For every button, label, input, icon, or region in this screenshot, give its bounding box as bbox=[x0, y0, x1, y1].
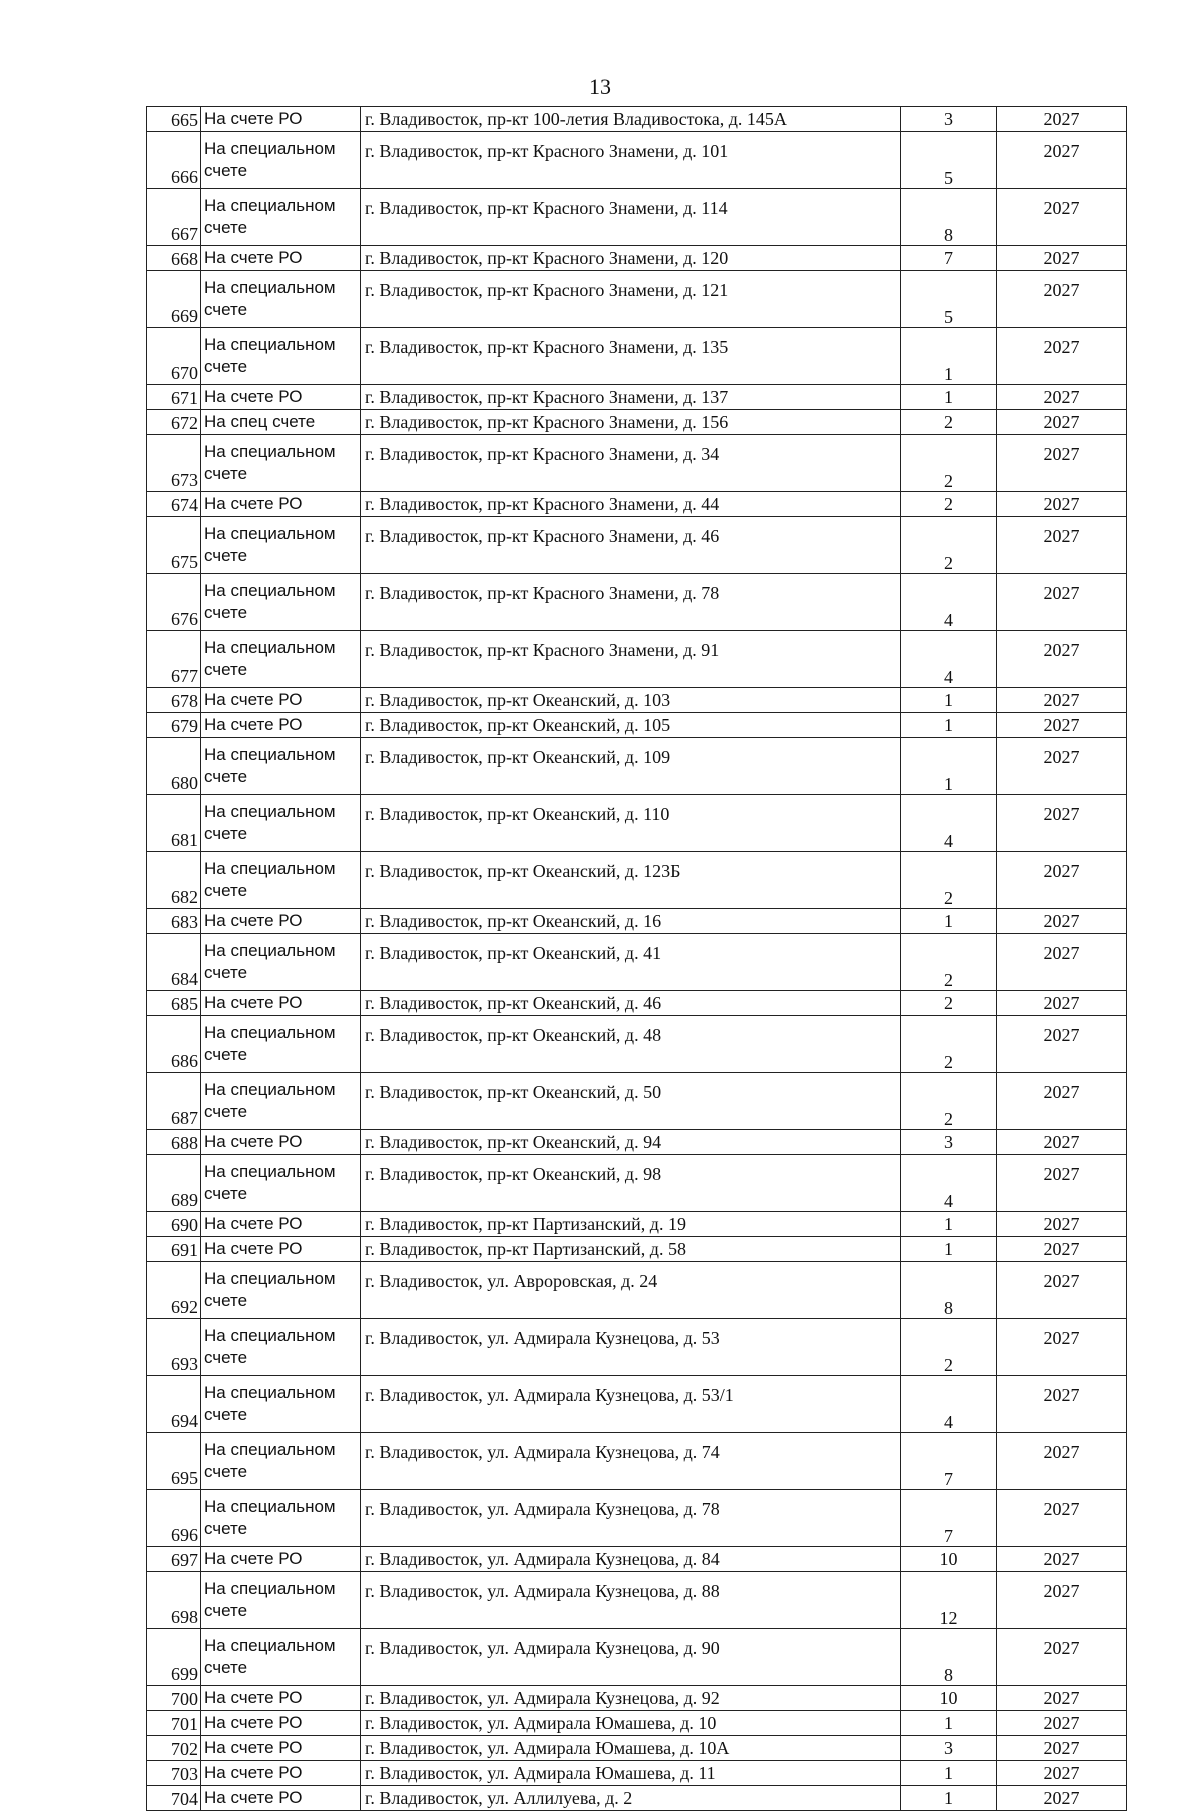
account-type-line: счете bbox=[204, 963, 248, 982]
count-cell: 2 bbox=[901, 934, 997, 991]
address-cell: г. Владивосток, пр-кт Океанский, д. 46 bbox=[361, 991, 901, 1016]
row-number-cell: 704 bbox=[147, 1786, 201, 1811]
year-cell: 2027 bbox=[997, 1736, 1127, 1761]
row-number-cell: 669 bbox=[147, 271, 201, 328]
year-cell: 2027 bbox=[997, 934, 1127, 991]
row-number-cell: 684 bbox=[147, 934, 201, 991]
account-type-line: счете bbox=[204, 767, 248, 786]
year-cell: 2027 bbox=[997, 1761, 1127, 1786]
year-cell: 2027 bbox=[997, 1786, 1127, 1811]
registry-table bbox=[146, 106, 1127, 1811]
year-cell: 2027 bbox=[997, 1212, 1127, 1237]
account-type-cell: На счете РО bbox=[201, 1686, 361, 1711]
address-cell: г. Владивосток, пр-кт 100-летия Владивостока, д. 145А bbox=[361, 107, 901, 132]
account-type-line: счете bbox=[204, 1045, 248, 1064]
count-cell: 2 bbox=[901, 435, 997, 492]
page-number: 13 bbox=[589, 74, 611, 99]
row-number-cell: 703 bbox=[147, 1761, 201, 1786]
account-type-cell: На счете РО bbox=[201, 492, 361, 517]
account-type-cell bbox=[201, 189, 361, 246]
account-type-cell: На счете РО bbox=[201, 1237, 361, 1262]
account-type-line: счете bbox=[204, 1462, 248, 1481]
table-row bbox=[147, 1237, 1127, 1262]
table-row bbox=[147, 435, 1127, 492]
account-type-line: счете bbox=[204, 881, 248, 900]
table-row bbox=[147, 271, 1127, 328]
account-type-cell: На счете РО bbox=[201, 1736, 361, 1761]
table-row bbox=[147, 909, 1127, 934]
year-cell: 2027 bbox=[997, 713, 1127, 738]
table-row bbox=[147, 492, 1127, 517]
address-cell: г. Владивосток, пр-кт Красного Знамени, д. 137 bbox=[361, 385, 901, 410]
table-row bbox=[147, 385, 1127, 410]
count-cell: 2 bbox=[901, 1016, 997, 1073]
row-number-cell: 685 bbox=[147, 991, 201, 1016]
account-type-line: На специальном bbox=[204, 859, 336, 878]
account-type-cell bbox=[201, 1490, 361, 1547]
year-cell: 2027 bbox=[997, 492, 1127, 517]
row-number-cell: 686 bbox=[147, 1016, 201, 1073]
year-cell: 2027 bbox=[997, 909, 1127, 934]
table-row bbox=[147, 688, 1127, 713]
account-type-line: На специальном bbox=[204, 1383, 336, 1402]
table-row bbox=[147, 189, 1127, 246]
account-type-cell: На счете РО bbox=[201, 1130, 361, 1155]
account-type-line: На специальном bbox=[204, 1023, 336, 1042]
table-row bbox=[147, 517, 1127, 574]
account-type-line: счете bbox=[204, 464, 248, 483]
account-type-line: На специальном bbox=[204, 638, 336, 657]
account-type-cell: На счете РО bbox=[201, 1212, 361, 1237]
account-type-line: На специальном bbox=[204, 1497, 336, 1516]
address-cell: г. Владивосток, пр-кт Партизанский, д. 58 bbox=[361, 1237, 901, 1262]
account-type-cell: На счете РО bbox=[201, 1761, 361, 1786]
year-cell: 2027 bbox=[997, 1016, 1127, 1073]
address-cell: г. Владивосток, ул. Адмирала Кузнецова, д. 88 bbox=[361, 1572, 901, 1629]
table-row bbox=[147, 795, 1127, 852]
table-row bbox=[147, 1711, 1127, 1736]
count-cell: 10 bbox=[901, 1686, 997, 1711]
address-cell: г. Владивосток, пр-кт Красного Знамени, д. 120 bbox=[361, 246, 901, 271]
address-cell: г. Владивосток, ул. Аллилуева, д. 2 bbox=[361, 1786, 901, 1811]
table-row bbox=[147, 1629, 1127, 1686]
account-type-cell bbox=[201, 1016, 361, 1073]
table-row bbox=[147, 1073, 1127, 1130]
address-cell: г. Владивосток, пр-кт Океанский, д. 50 bbox=[361, 1073, 901, 1130]
table-row bbox=[147, 328, 1127, 385]
year-cell: 2027 bbox=[997, 1155, 1127, 1212]
address-cell: г. Владивосток, пр-кт Красного Знамени, д. 91 bbox=[361, 631, 901, 688]
year-cell: 2027 bbox=[997, 1433, 1127, 1490]
year-cell: 2027 bbox=[997, 517, 1127, 574]
account-type-line: На специальном bbox=[204, 1579, 336, 1598]
address-cell: г. Владивосток, ул. Адмирала Кузнецова, д. 78 bbox=[361, 1490, 901, 1547]
count-cell: 2 bbox=[901, 410, 997, 435]
table-row bbox=[147, 410, 1127, 435]
row-number-cell: 681 bbox=[147, 795, 201, 852]
account-type-line: счете bbox=[204, 603, 248, 622]
year-cell: 2027 bbox=[997, 246, 1127, 271]
account-type-cell: На счете РО bbox=[201, 1547, 361, 1572]
year-cell: 2027 bbox=[997, 385, 1127, 410]
row-number-cell: 674 bbox=[147, 492, 201, 517]
row-number-cell: 682 bbox=[147, 852, 201, 909]
row-number-cell: 680 bbox=[147, 738, 201, 795]
count-cell: 4 bbox=[901, 574, 997, 631]
year-cell: 2027 bbox=[997, 1319, 1127, 1376]
account-type-line: На специальном bbox=[204, 278, 336, 297]
count-cell: 7 bbox=[901, 1433, 997, 1490]
row-number-cell: 695 bbox=[147, 1433, 201, 1490]
account-type-line: На специальном bbox=[204, 1162, 336, 1181]
account-type-cell: На счете РО bbox=[201, 1786, 361, 1811]
year-cell: 2027 bbox=[997, 132, 1127, 189]
year-cell: 2027 bbox=[997, 1547, 1127, 1572]
row-number-cell: 691 bbox=[147, 1237, 201, 1262]
table-row bbox=[147, 1130, 1127, 1155]
count-cell: 1 bbox=[901, 328, 997, 385]
account-type-line: На специальном bbox=[204, 1269, 336, 1288]
address-cell: г. Владивосток, пр-кт Партизанский, д. 19 bbox=[361, 1212, 901, 1237]
account-type-cell bbox=[201, 132, 361, 189]
account-type-cell: На счете РО bbox=[201, 1711, 361, 1736]
row-number-cell: 666 bbox=[147, 132, 201, 189]
row-number-cell: 700 bbox=[147, 1686, 201, 1711]
account-type-cell bbox=[201, 1319, 361, 1376]
table-row bbox=[147, 574, 1127, 631]
account-type-cell bbox=[201, 1572, 361, 1629]
account-type-line: На специальном bbox=[204, 941, 336, 960]
year-cell: 2027 bbox=[997, 271, 1127, 328]
table-row bbox=[147, 852, 1127, 909]
account-type-cell bbox=[201, 631, 361, 688]
account-type-line: счете bbox=[204, 357, 248, 376]
count-cell: 2 bbox=[901, 1073, 997, 1130]
count-cell: 2 bbox=[901, 991, 997, 1016]
row-number-cell: 699 bbox=[147, 1629, 201, 1686]
account-type-line: счете bbox=[204, 1519, 248, 1538]
table-row bbox=[147, 107, 1127, 132]
table-row bbox=[147, 1155, 1127, 1212]
address-cell: г. Владивосток, пр-кт Океанский, д. 109 bbox=[361, 738, 901, 795]
year-cell: 2027 bbox=[997, 631, 1127, 688]
table-row bbox=[147, 1786, 1127, 1811]
year-cell: 2027 bbox=[997, 1572, 1127, 1629]
year-cell: 2027 bbox=[997, 574, 1127, 631]
year-cell: 2027 bbox=[997, 1711, 1127, 1736]
account-type-line: счете bbox=[204, 1102, 248, 1121]
account-type-cell bbox=[201, 934, 361, 991]
count-cell: 1 bbox=[901, 1786, 997, 1811]
count-cell: 3 bbox=[901, 107, 997, 132]
row-number-cell: 665 bbox=[147, 107, 201, 132]
address-cell: г. Владивосток, пр-кт Красного Знамени, д. 135 bbox=[361, 328, 901, 385]
count-cell: 1 bbox=[901, 1711, 997, 1736]
table-row bbox=[147, 1016, 1127, 1073]
row-number-cell: 672 bbox=[147, 410, 201, 435]
year-cell: 2027 bbox=[997, 1490, 1127, 1547]
account-type-line: На специальном bbox=[204, 196, 336, 215]
table-row bbox=[147, 1761, 1127, 1786]
account-type-line: На специальном bbox=[204, 335, 336, 354]
account-type-cell bbox=[201, 738, 361, 795]
account-type-line: На специальном bbox=[204, 139, 336, 158]
count-cell: 2 bbox=[901, 517, 997, 574]
address-cell: г. Владивосток, ул. Адмирала Юмашева, д. 10 bbox=[361, 1711, 901, 1736]
year-cell: 2027 bbox=[997, 1686, 1127, 1711]
account-type-line: На специальном bbox=[204, 1080, 336, 1099]
row-number-cell: 676 bbox=[147, 574, 201, 631]
year-cell: 2027 bbox=[997, 852, 1127, 909]
table-row bbox=[147, 1686, 1127, 1711]
year-cell: 2027 bbox=[997, 189, 1127, 246]
address-cell: г. Владивосток, пр-кт Океанский, д. 94 bbox=[361, 1130, 901, 1155]
account-type-line: счете bbox=[204, 1658, 248, 1677]
count-cell: 12 bbox=[901, 1572, 997, 1629]
table-row bbox=[147, 934, 1127, 991]
table-row bbox=[147, 1376, 1127, 1433]
row-number-cell: 673 bbox=[147, 435, 201, 492]
table-row bbox=[147, 1212, 1127, 1237]
address-cell: г. Владивосток, пр-кт Красного Знамени, д. 44 bbox=[361, 492, 901, 517]
account-type-cell bbox=[201, 1155, 361, 1212]
year-cell: 2027 bbox=[997, 1130, 1127, 1155]
count-cell: 4 bbox=[901, 631, 997, 688]
address-cell: г. Владивосток, ул. Адмирала Юмашева, д. 11 bbox=[361, 1761, 901, 1786]
count-cell: 1 bbox=[901, 1212, 997, 1237]
count-cell: 4 bbox=[901, 1155, 997, 1212]
account-type-line: счете bbox=[204, 161, 248, 180]
year-cell: 2027 bbox=[997, 1376, 1127, 1433]
year-cell: 2027 bbox=[997, 410, 1127, 435]
account-type-cell bbox=[201, 1433, 361, 1490]
address-cell: г. Владивосток, пр-кт Красного Знамени, д. 156 bbox=[361, 410, 901, 435]
address-cell: г. Владивосток, ул. Адмирала Кузнецова, д. 84 bbox=[361, 1547, 901, 1572]
row-number-cell: 689 bbox=[147, 1155, 201, 1212]
account-type-cell: На счете РО bbox=[201, 688, 361, 713]
account-type-cell: На счете РО bbox=[201, 909, 361, 934]
address-cell: г. Владивосток, ул. Авроровская, д. 24 bbox=[361, 1262, 901, 1319]
year-cell: 2027 bbox=[997, 688, 1127, 713]
account-type-cell bbox=[201, 1073, 361, 1130]
count-cell: 1 bbox=[901, 909, 997, 934]
year-cell: 2027 bbox=[997, 328, 1127, 385]
address-cell: г. Владивосток, пр-кт Красного Знамени, д. 34 bbox=[361, 435, 901, 492]
row-number-cell: 693 bbox=[147, 1319, 201, 1376]
table-row bbox=[147, 738, 1127, 795]
account-type-cell: На спец счете bbox=[201, 410, 361, 435]
account-type-cell bbox=[201, 852, 361, 909]
account-type-line: счете bbox=[204, 1291, 248, 1310]
address-cell: г. Владивосток, ул. Адмирала Кузнецова, д. 53 bbox=[361, 1319, 901, 1376]
table-row bbox=[147, 713, 1127, 738]
account-type-cell bbox=[201, 328, 361, 385]
address-cell: г. Владивосток, ул. Адмирала Кузнецова, д. 74 bbox=[361, 1433, 901, 1490]
table-row bbox=[147, 1262, 1127, 1319]
account-type-cell: На счете РО bbox=[201, 713, 361, 738]
count-cell: 8 bbox=[901, 1262, 997, 1319]
address-cell: г. Владивосток, пр-кт Океанский, д. 16 bbox=[361, 909, 901, 934]
row-number-cell: 670 bbox=[147, 328, 201, 385]
account-type-cell bbox=[201, 1262, 361, 1319]
row-number-cell: 678 bbox=[147, 688, 201, 713]
account-type-line: счете bbox=[204, 218, 248, 237]
account-type-cell: На счете РО bbox=[201, 385, 361, 410]
count-cell: 5 bbox=[901, 271, 997, 328]
count-cell: 1 bbox=[901, 1761, 997, 1786]
account-type-line: счете bbox=[204, 1405, 248, 1424]
year-cell: 2027 bbox=[997, 1237, 1127, 1262]
account-type-line: счете bbox=[204, 1601, 248, 1620]
row-number-cell: 694 bbox=[147, 1376, 201, 1433]
row-number-cell: 667 bbox=[147, 189, 201, 246]
address-cell: г. Владивосток, пр-кт Океанский, д. 41 bbox=[361, 934, 901, 991]
year-cell: 2027 bbox=[997, 1262, 1127, 1319]
address-cell: г. Владивосток, пр-кт Красного Знамени, д. 78 bbox=[361, 574, 901, 631]
address-cell: г. Владивосток, пр-кт Красного Знамени, д. 114 bbox=[361, 189, 901, 246]
account-type-line: счете bbox=[204, 1184, 248, 1203]
count-cell: 2 bbox=[901, 492, 997, 517]
year-cell: 2027 bbox=[997, 1073, 1127, 1130]
count-cell: 3 bbox=[901, 1736, 997, 1761]
row-number-cell: 701 bbox=[147, 1711, 201, 1736]
count-cell: 1 bbox=[901, 738, 997, 795]
account-type-line: На специальном bbox=[204, 581, 336, 600]
count-cell: 7 bbox=[901, 1490, 997, 1547]
account-type-line: счете bbox=[204, 300, 248, 319]
account-type-line: На специальном bbox=[204, 745, 336, 764]
row-number-cell: 671 bbox=[147, 385, 201, 410]
account-type-line: счете bbox=[204, 824, 248, 843]
row-number-cell: 679 bbox=[147, 713, 201, 738]
year-cell: 2027 bbox=[997, 435, 1127, 492]
year-cell: 2027 bbox=[997, 107, 1127, 132]
year-cell: 2027 bbox=[997, 738, 1127, 795]
row-number-cell: 698 bbox=[147, 1572, 201, 1629]
address-cell: г. Владивосток, пр-кт Океанский, д. 105 bbox=[361, 713, 901, 738]
row-number-cell: 702 bbox=[147, 1736, 201, 1761]
count-cell: 7 bbox=[901, 246, 997, 271]
account-type-cell: На счете РО bbox=[201, 991, 361, 1016]
year-cell: 2027 bbox=[997, 991, 1127, 1016]
account-type-line: На специальном bbox=[204, 1636, 336, 1655]
table-row bbox=[147, 991, 1127, 1016]
table-row bbox=[147, 631, 1127, 688]
address-cell: г. Владивосток, пр-кт Океанский, д. 103 bbox=[361, 688, 901, 713]
account-type-line: На специальном bbox=[204, 802, 336, 821]
address-cell: г. Владивосток, пр-кт Океанский, д. 123Б bbox=[361, 852, 901, 909]
year-cell: 2027 bbox=[997, 1629, 1127, 1686]
address-cell: г. Владивосток, ул. Адмирала Кузнецова, д. 92 bbox=[361, 1686, 901, 1711]
count-cell: 4 bbox=[901, 1376, 997, 1433]
address-cell: г. Владивосток, пр-кт Красного Знамени, д. 46 bbox=[361, 517, 901, 574]
count-cell: 5 bbox=[901, 132, 997, 189]
count-cell: 1 bbox=[901, 688, 997, 713]
account-type-line: На специальном bbox=[204, 524, 336, 543]
table-row bbox=[147, 246, 1127, 271]
count-cell: 8 bbox=[901, 1629, 997, 1686]
count-cell: 2 bbox=[901, 852, 997, 909]
account-type-cell: На счете РО bbox=[201, 246, 361, 271]
account-type-cell bbox=[201, 435, 361, 492]
account-type-line: счете bbox=[204, 660, 248, 679]
registry-table-body bbox=[147, 107, 1127, 1811]
address-cell: г. Владивосток, пр-кт Красного Знамени, д. 121 bbox=[361, 271, 901, 328]
row-number-cell: 677 bbox=[147, 631, 201, 688]
table-row bbox=[147, 132, 1127, 189]
address-cell: г. Владивосток, пр-кт Красного Знамени, д. 101 bbox=[361, 132, 901, 189]
address-cell: г. Владивосток, ул. Адмирала Кузнецова, д. 53/1 bbox=[361, 1376, 901, 1433]
account-type-cell bbox=[201, 517, 361, 574]
row-number-cell: 688 bbox=[147, 1130, 201, 1155]
table-row bbox=[147, 1433, 1127, 1490]
row-number-cell: 697 bbox=[147, 1547, 201, 1572]
account-type-cell: На счете РО bbox=[201, 107, 361, 132]
count-cell: 4 bbox=[901, 795, 997, 852]
table-row bbox=[147, 1319, 1127, 1376]
account-type-cell bbox=[201, 574, 361, 631]
account-type-line: счете bbox=[204, 546, 248, 565]
table-row bbox=[147, 1736, 1127, 1761]
address-cell: г. Владивосток, ул. Адмирала Кузнецова, д. 90 bbox=[361, 1629, 901, 1686]
account-type-line: На специальном bbox=[204, 1326, 336, 1345]
row-number-cell: 692 bbox=[147, 1262, 201, 1319]
table-row bbox=[147, 1490, 1127, 1547]
account-type-line: На специальном bbox=[204, 442, 336, 461]
row-number-cell: 675 bbox=[147, 517, 201, 574]
account-type-cell bbox=[201, 795, 361, 852]
row-number-cell: 696 bbox=[147, 1490, 201, 1547]
count-cell: 1 bbox=[901, 1237, 997, 1262]
row-number-cell: 683 bbox=[147, 909, 201, 934]
count-cell: 2 bbox=[901, 1319, 997, 1376]
address-cell: г. Владивосток, пр-кт Океанский, д. 48 bbox=[361, 1016, 901, 1073]
count-cell: 3 bbox=[901, 1130, 997, 1155]
account-type-cell bbox=[201, 1376, 361, 1433]
address-cell: г. Владивосток, ул. Адмирала Юмашева, д. 10А bbox=[361, 1736, 901, 1761]
row-number-cell: 668 bbox=[147, 246, 201, 271]
count-cell: 10 bbox=[901, 1547, 997, 1572]
account-type-cell bbox=[201, 1629, 361, 1686]
count-cell: 8 bbox=[901, 189, 997, 246]
address-cell: г. Владивосток, пр-кт Океанский, д. 110 bbox=[361, 795, 901, 852]
account-type-cell bbox=[201, 271, 361, 328]
address-cell: г. Владивосток, пр-кт Океанский, д. 98 bbox=[361, 1155, 901, 1212]
table-row bbox=[147, 1572, 1127, 1629]
row-number-cell: 690 bbox=[147, 1212, 201, 1237]
count-cell: 1 bbox=[901, 713, 997, 738]
account-type-line: На специальном bbox=[204, 1440, 336, 1459]
table-row bbox=[147, 1547, 1127, 1572]
account-type-line: счете bbox=[204, 1348, 248, 1367]
count-cell: 1 bbox=[901, 385, 997, 410]
year-cell: 2027 bbox=[997, 795, 1127, 852]
row-number-cell: 687 bbox=[147, 1073, 201, 1130]
